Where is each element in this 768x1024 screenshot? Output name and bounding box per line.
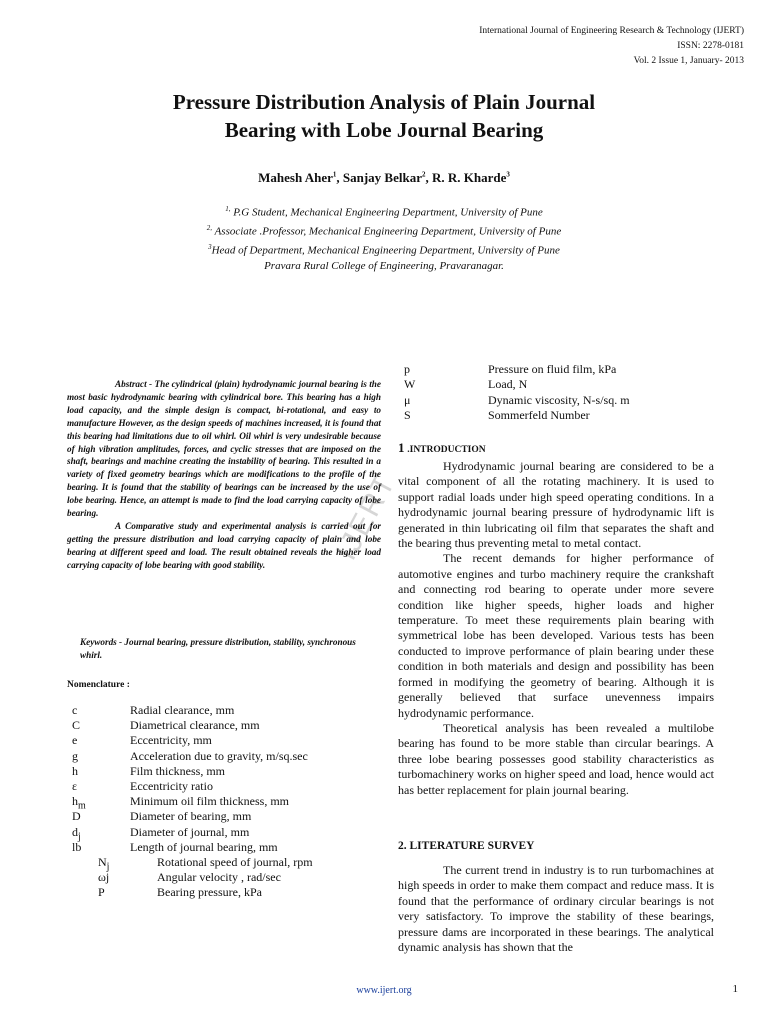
nomenclature-symbol: S [404, 407, 411, 422]
affiliation-text: Pravara Rural College of Engineering, Pravaranagar. [264, 260, 504, 273]
nomenclature-row [72, 809, 382, 824]
nomenclature-symbol: lb [72, 839, 82, 854]
affiliation-line [160, 221, 608, 240]
nomenclature-row [72, 718, 382, 733]
paper-title [40, 88, 728, 144]
journal-issn: ISSN: 2278-0181 [677, 41, 744, 51]
nomenclature-symbol: ε [72, 778, 78, 793]
nomenclature-symbol: c [72, 703, 78, 717]
nomenclature-symbol: h [72, 763, 78, 778]
author-separator: , [336, 170, 343, 185]
author-affil-mark: 2 [421, 170, 426, 179]
watermark: IJERT [329, 468, 403, 566]
nomenclature-row [72, 794, 382, 812]
nomenclature-row [404, 362, 704, 377]
nomenclature-symbol: D [72, 809, 81, 824]
affiliation-text: Head of Department, Mechanical Engineering Department, University of Pune [211, 244, 560, 257]
nomenclature-description: Minimum oil film thickness, mm [130, 794, 289, 809]
literature-body [398, 863, 714, 955]
nomenclature-symbol: e [72, 733, 78, 748]
nomenclature-description: Length of journal bearing, mm [130, 839, 278, 854]
journal-header [479, 24, 744, 69]
nomenclature-description: Pressure on fluid film, kPa [488, 362, 617, 376]
affiliation-text: Associate .Professor, Mechanical Engineering Department, University of Pune [212, 225, 562, 238]
affiliation-mark: 3 [208, 243, 212, 252]
nomenclature-symbol: P [98, 885, 105, 900]
nomenclature-row [72, 885, 382, 900]
author-separator: , [425, 170, 432, 185]
nomenclature-description: Acceleration due to gravity, m/sq.sec [130, 748, 308, 763]
body-paragraph: The current trend in industry is to run turbomachines at high speeds in order to make them compact and reduce mass. It is found that the performance of ordinary circular bearings is not very satisfactory. To improve the stability of these bearings, pressure dams are incorporated in these bearings. The analytical dynamic analysis has shown that the [398, 863, 714, 955]
nomenclature-symbol: μ [404, 392, 411, 407]
footer-link[interactable]: www.ijert.org [356, 985, 412, 996]
affiliation-line [160, 240, 608, 259]
nomenclature-heading: Nomenclature : [67, 680, 130, 690]
nomenclature-row [72, 840, 382, 855]
nomenclature-list [72, 703, 382, 900]
nomenclature-description: Diameter of bearing, mm [130, 809, 252, 824]
affiliation-line [160, 259, 608, 275]
nomenclature-symbol: C [72, 718, 81, 733]
journal-name: International Journal of Engineering Research & Technology (IJERT) [479, 26, 744, 36]
keywords: Keywords - Journal bearing, pressure distribution, stability, synchronous whirl. [80, 637, 356, 660]
nomenclature-description: Bearing pressure, kPa [157, 885, 262, 900]
body-paragraph: The recent demands for higher performance of automotive engines and turbo machinery require the crankshaft and connecting rod bearing to operate under more severe condition like higher speeds, higher loads and higher temperature. To meet these requirements plain bearing with symmetrical lobe has been developed. Various tests has been conducted to improve performance of plain bearing under these condition in both materials and design and possibility has been formed in modifying the geometry of bearing. Although it is generally believed that surface unevenness impairs hydrodynamic performance. [398, 551, 714, 720]
nomenclature-row [404, 408, 704, 423]
nomenclature-symbol: g [72, 748, 78, 763]
page-number: 1 [732, 983, 738, 995]
nomenclature-row [72, 733, 382, 748]
nomenclature-description: Radial clearance, mm [130, 703, 235, 717]
nomenclature-row [72, 764, 382, 779]
nomenclature-symbol: W [404, 377, 416, 392]
affiliation-line [160, 202, 608, 221]
title-line-1: Pressure Distribution Analysis of Plain Journal [172, 90, 596, 114]
affiliation-mark: 1, [225, 205, 231, 213]
nomenclature-description: Rotational speed of journal, rpm [157, 854, 313, 869]
author-list [40, 170, 728, 186]
affiliation-mark: 2, [206, 224, 213, 233]
nomenclature-description: Dynamic viscosity, N-s/sq. m [488, 392, 630, 407]
abstract-paragraph: Abstract - The cylindrical (plain) hydrodynamic journal bearing is the most basic hydrodynamic bearing with cylindrical bore. This bearing has a high load capacity, and the simple design is compact, bi-rotational, and easy to manufacture However, as the design speeds of machines increased, it is found that this bearing had limitations due to oil whirl. Oil whirl is very undesirable because of high vibration amplitudes, forces, and cyclic stresses that are imposed on the shaft, bearings and machine creating the instability of bearing. This resulted in a variety of fixed geometry bearings which are modifications to the profile of the bearing. It is found that the stability of bearings can be increased by the use of lobe bearing. Hence, an attempt is made to find the load carrying capacity of lobe bearing. [67, 379, 381, 519]
nomenclature-symbol: ωj [98, 870, 110, 885]
nomenclature-description: Diameter of journal, mm [130, 824, 250, 839]
nomenclature-row [72, 854, 382, 873]
section-heading-introduction [398, 440, 714, 456]
nomenclature-row [404, 393, 704, 408]
nomenclature-symbol: $d_j$ [72, 824, 81, 842]
author-affil-mark: 3 [506, 170, 510, 179]
affiliations [160, 202, 608, 275]
nomenclature-description: Angular velocity , rad/sec [157, 870, 281, 885]
nomenclature-row [404, 377, 704, 392]
introduction-body [398, 459, 714, 798]
author-name: Mahesh Aher [258, 170, 333, 185]
title-line-2: Bearing with Lobe Journal Bearing [224, 118, 544, 142]
author-name: R. R. Kharde [431, 170, 507, 185]
section-title: .INTRODUCTION [407, 445, 486, 455]
nomenclature-description: Eccentricity, mm [130, 733, 212, 748]
author-affil-mark: 1 [332, 170, 337, 179]
nomenclature-row [72, 749, 382, 764]
nomenclature-row [72, 703, 382, 718]
nomenclature-description: Eccentricity ratio [130, 778, 213, 793]
nomenclature-symbol: $N_j$ [98, 854, 110, 873]
nomenclature-description: Load, N [488, 377, 528, 392]
journal-volume: Vol. 2 Issue 1, January- 2013 [633, 56, 744, 66]
body-paragraph: Hydrodynamic journal bearing are considered to be a vital component of all the rotating machinery. It is used to support radial loads under high speed operating conditions. In a hydrodynamic journal bearing pressure of hydrodynamic lift is generated in thin lubricating oil film that separates the shaft and the bearing thus preventing metal to metal contact. [398, 459, 714, 551]
nomenclature-row [72, 870, 382, 885]
nomenclature-description: Diametrical clearance, mm [130, 718, 260, 733]
nomenclature-description: Film thickness, mm [130, 763, 226, 778]
nomenclature-row [72, 825, 382, 840]
author-name: Sanjay Belkar [342, 170, 422, 185]
nomenclature-list-continued [404, 362, 704, 423]
section-heading-literature: 2. LITERATURE SURVEY [398, 840, 535, 852]
abstract-paragraph: A Comparative study and experimental analysis is carried out for getting the pressure distribution and load carrying capacity of plain and lobe bearing at different speed and load. The result obtained reveals the higher load carrying capacity of lobe bearing with good stability. [67, 520, 381, 570]
nomenclature-row [72, 779, 382, 794]
affiliation-text: P.G Student, Mechanical Engineering Department, University of Pune [230, 206, 543, 219]
nomenclature-symbol: p [404, 362, 410, 376]
nomenclature-symbol: $h_m$ [72, 794, 86, 812]
body-paragraph: Theoretical analysis has been revealed a multilobe bearing has found to be more stable than circular bearings. A three lobe bearing possesses good stability characteristics as turbomachinery works on higher speed and load, hence would act has better replacement for plain journal bearing. [398, 720, 714, 797]
section-number: 1 [398, 440, 405, 455]
nomenclature-description: Sommerfeld Number [488, 407, 590, 422]
